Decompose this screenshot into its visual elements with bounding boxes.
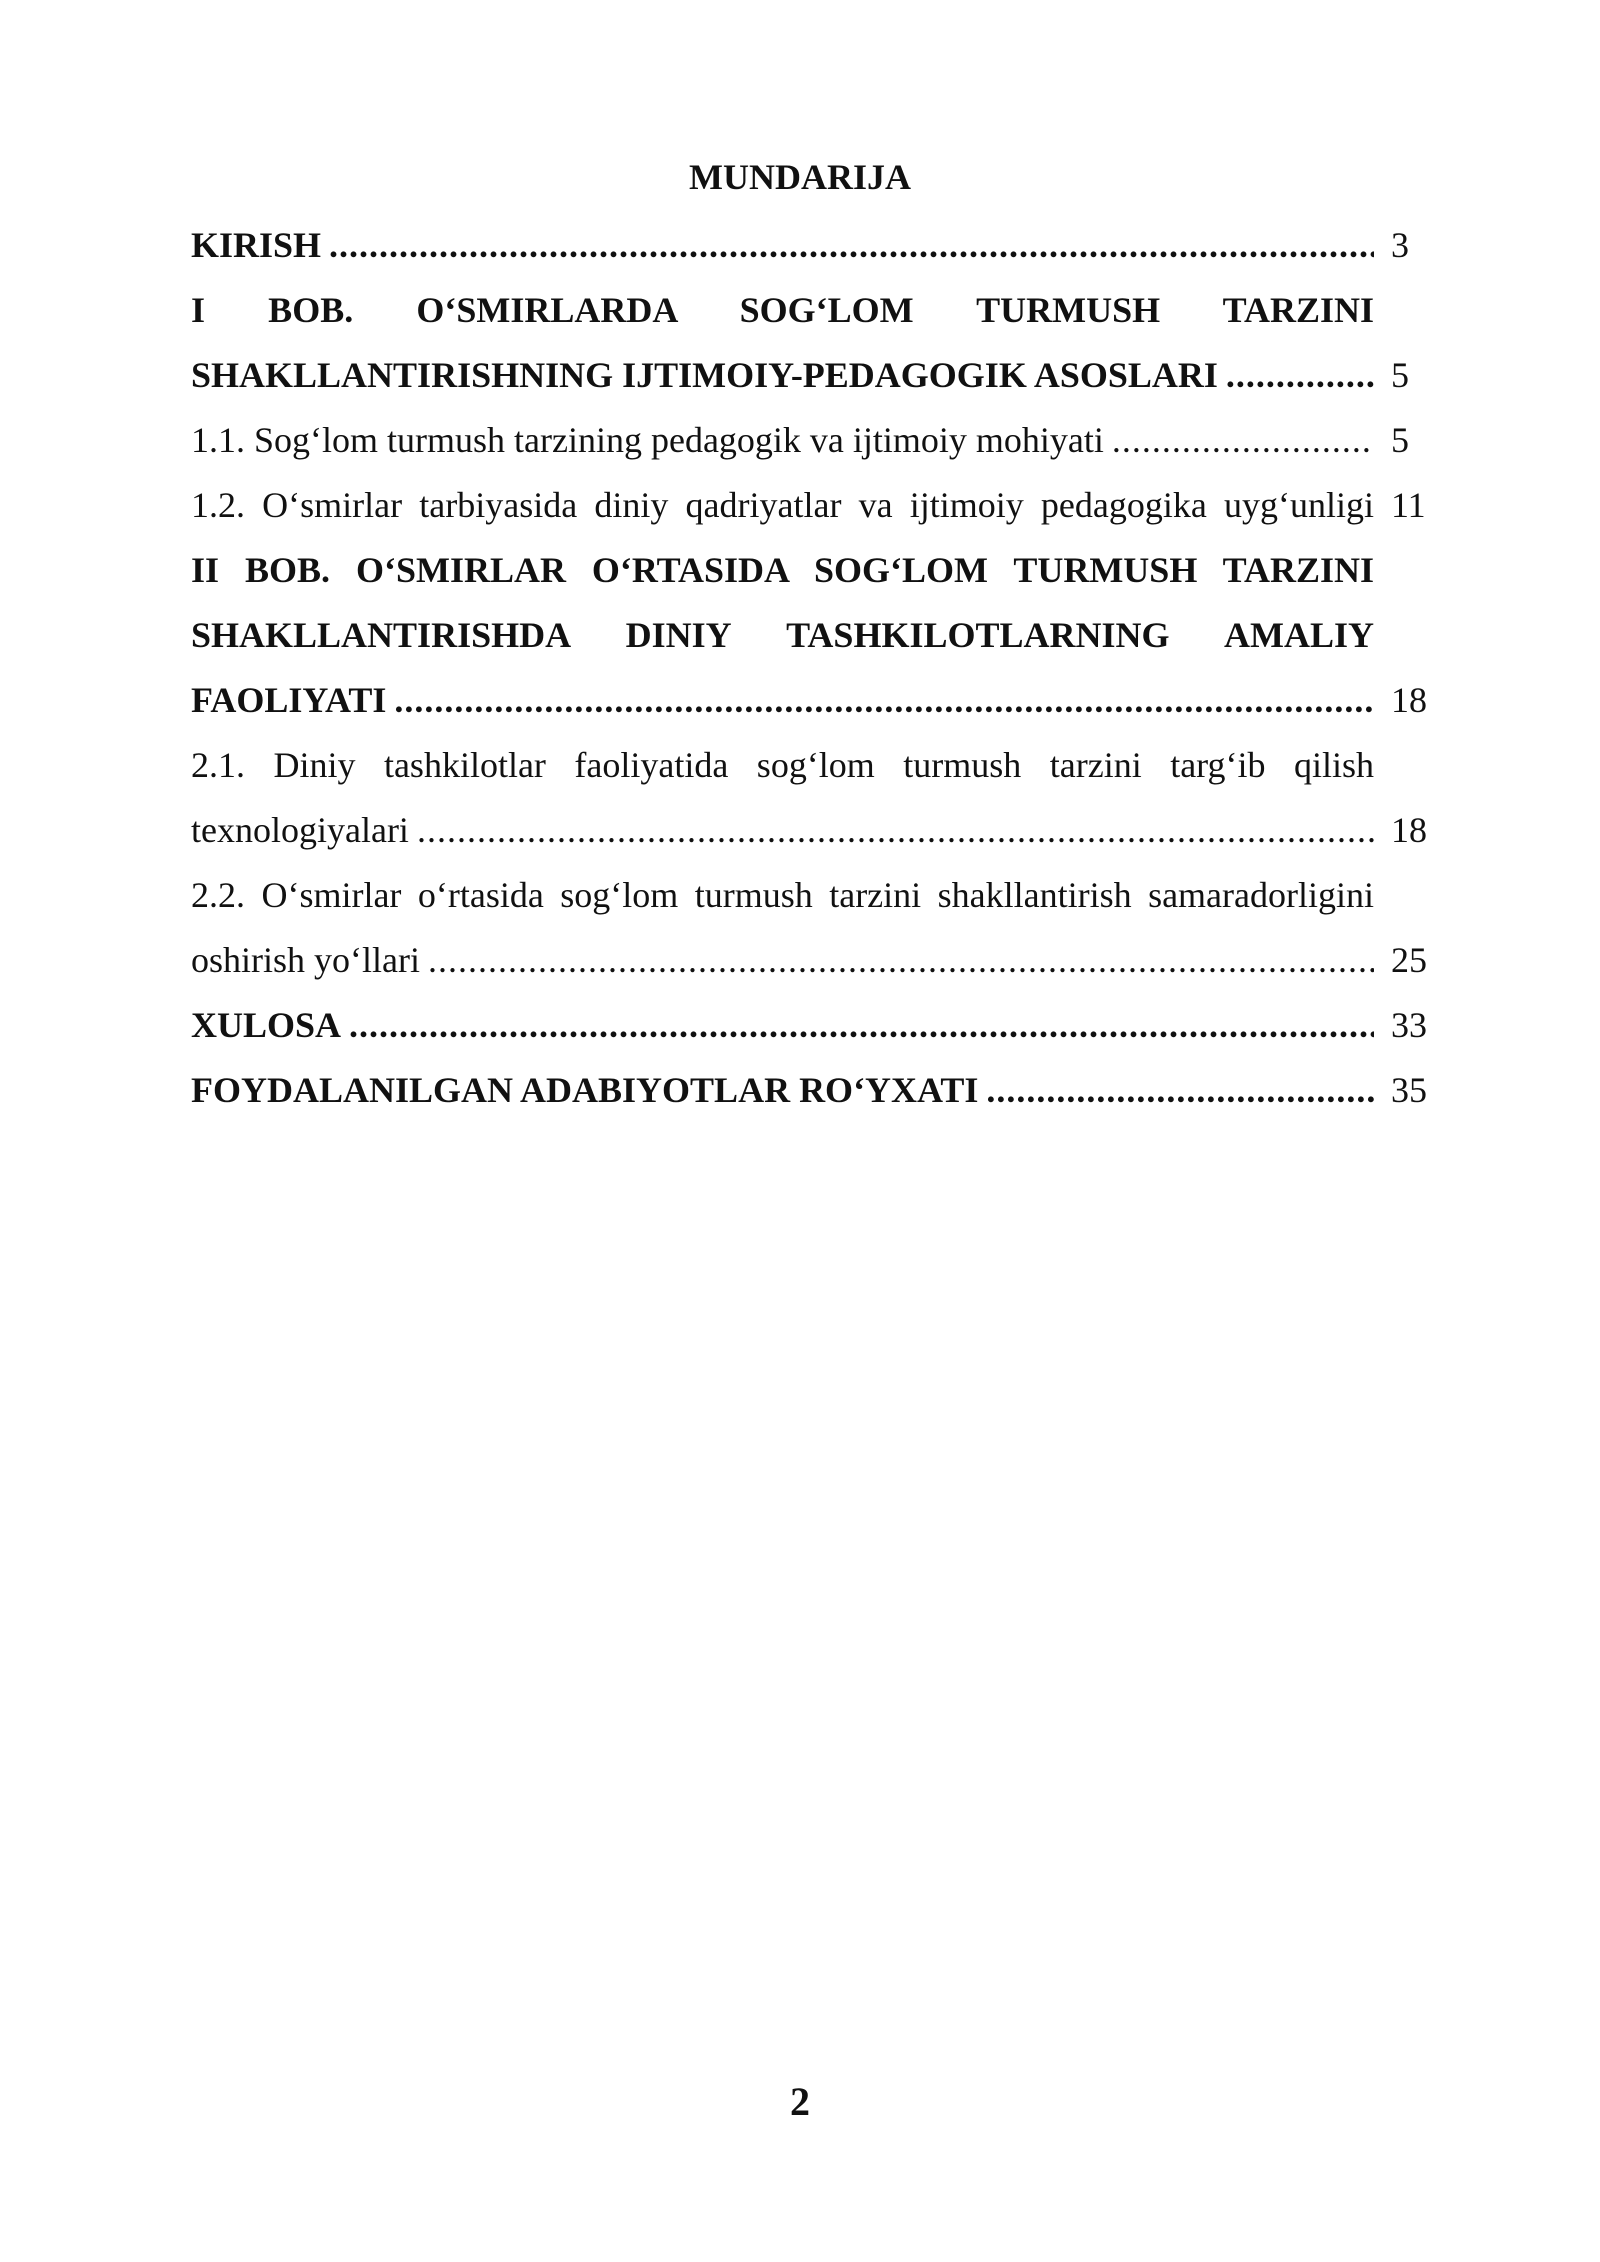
toc-page-number: 11	[1391, 485, 1426, 525]
toc-entry-chapter-1[interactable]	[191, 278, 1441, 408]
toc-entry-line: 1.2. O‘smirlar tarbiyasida diniy qadriyatlar va ijtimoiy pedagogika uyg‘unligi	[191, 485, 1374, 525]
toc-entry-label: texnologiyalari	[191, 810, 409, 850]
toc-entry-section-1-1[interactable]	[191, 408, 1441, 473]
toc-entry-kirish[interactable]	[191, 213, 1441, 278]
toc-page-number: 3	[1391, 225, 1409, 265]
toc-entry-section-2-2[interactable]	[191, 863, 1441, 993]
toc-page-number: 5	[1391, 355, 1409, 395]
dot-leader	[321, 213, 1374, 278]
toc-entry-line: II BOB. O‘SMIRLAR O‘RTASIDA SOG‘LOM TURMUSH TARZINI	[191, 550, 1374, 590]
toc-entry-line: 2.1. Diniy tashkilotlar faoliyatida sog‘lom turmush tarzini targ‘ib qilish	[191, 745, 1374, 785]
toc-entry-line	[191, 343, 1374, 408]
toc-entry-line: SHAKLLANTIRISHDA DINIY TASHKILOTLARNING AMALIY	[191, 615, 1374, 655]
toc-entry-label: 1.1. Sog‘lom turmush tarzining pedagogik va ijtimoiy mohiyati	[191, 420, 1104, 460]
toc-entry-line	[191, 798, 1374, 863]
toc-entry-label: FOYDALANILGAN ADABIYOTLAR RO‘YXATI	[191, 1070, 979, 1110]
toc-entry-chapter-2[interactable]	[191, 538, 1441, 733]
toc-entry-line	[191, 928, 1374, 993]
toc-page-number: 33	[1391, 1005, 1427, 1045]
toc-entry-line	[191, 993, 1374, 1058]
toc-entry-line	[191, 668, 1374, 733]
toc-entry-section-2-1[interactable]	[191, 733, 1441, 863]
toc-entry-line	[191, 1058, 1374, 1123]
toc-entry-xulosa[interactable]	[191, 993, 1441, 1058]
toc-entry-line	[191, 213, 1374, 278]
toc-entry-label: SHAKLLANTIRISHNING IJTIMOIY-PEDAGOGIK ASOSLARI	[191, 355, 1218, 395]
page-number: 2	[790, 2079, 810, 2124]
dot-leader	[386, 668, 1374, 733]
toc-entry-label: KIRISH	[191, 225, 322, 265]
dot-leader	[409, 798, 1374, 863]
toc-entry-references[interactable]	[191, 1058, 1441, 1123]
toc-entry-label: FAOLIYATI	[191, 680, 387, 720]
dot-leader	[1218, 343, 1374, 408]
toc-entry-label: oshirish yo‘llari	[191, 940, 420, 980]
toc-page-number: 25	[1391, 940, 1427, 980]
toc-title: MUNDARIJA	[689, 157, 911, 197]
toc-entry-line	[191, 408, 1374, 473]
toc-entry-line: I BOB. O‘SMIRLARDA SOG‘LOM TURMUSH TARZINI	[191, 290, 1374, 330]
toc-entry-label: XULOSA	[191, 1005, 342, 1045]
toc-page-number: 18	[1391, 810, 1427, 850]
dot-leader	[978, 1058, 1374, 1123]
toc-entry-section-1-2[interactable]	[191, 473, 1441, 538]
dot-leader	[420, 928, 1374, 993]
dot-leader	[1104, 408, 1374, 473]
toc-page-number: 35	[1391, 1070, 1427, 1110]
dot-leader	[341, 993, 1374, 1058]
toc-page-number: 5	[1391, 420, 1409, 460]
toc-entry-line: 2.2. O‘smirlar o‘rtasida sog‘lom turmush tarzini shakllantirish samaradorligini	[191, 875, 1374, 915]
table-of-contents	[191, 213, 1441, 1123]
toc-page-number: 18	[1391, 680, 1427, 720]
